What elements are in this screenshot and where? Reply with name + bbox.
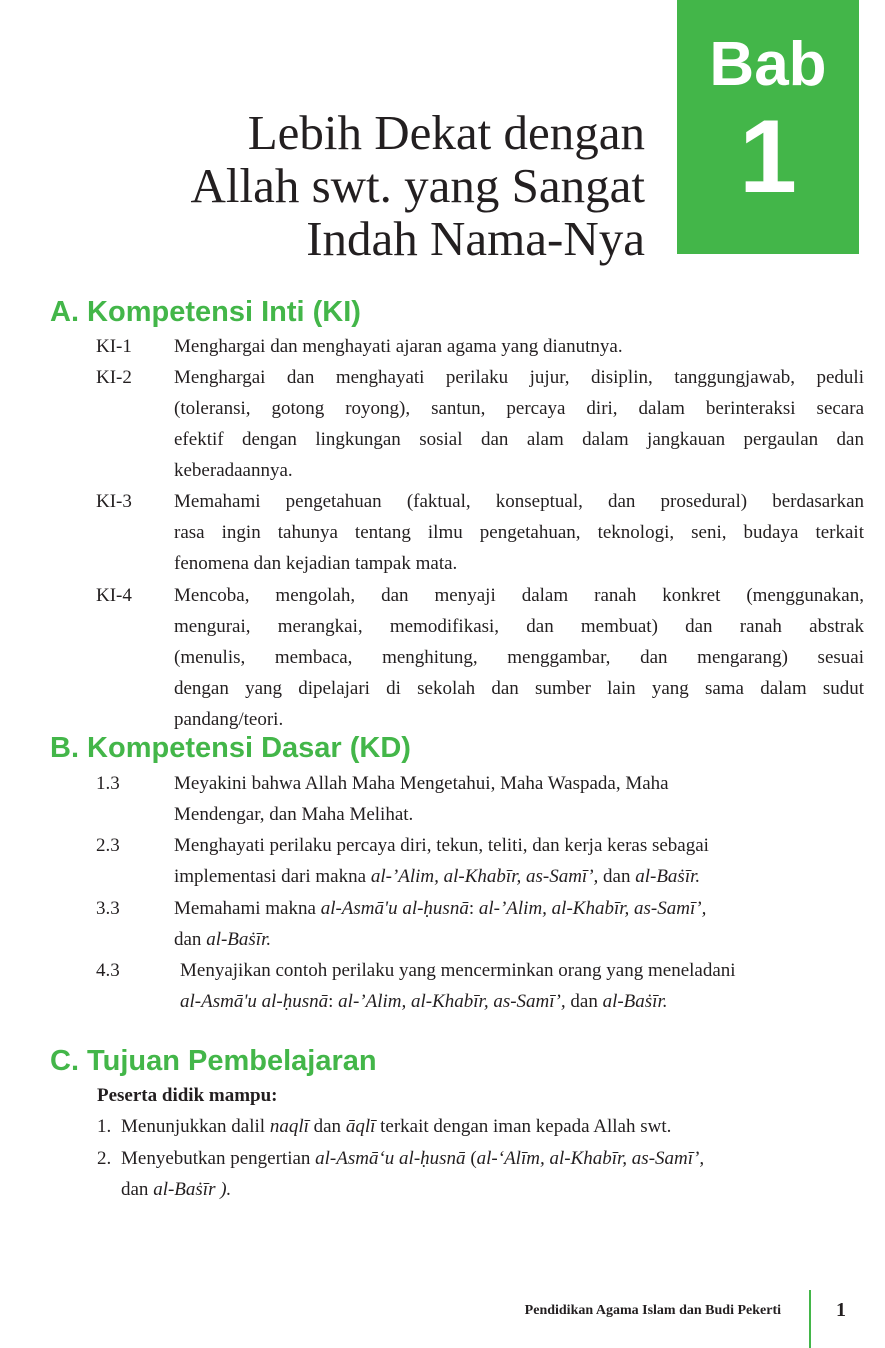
section-c-heading: C. Tujuan Pembelajaran [50,1045,377,1077]
kd-line: implementasi dari makna al-’Alim, al-Khabīr, as-Samī’, dan al-Baṡīr. [174,866,701,887]
ki-text [174,331,864,362]
objective-text: Menyebutkan pengertian al-Asmā‘u al-ḥusnā (al-‘Alīm, al-Khabīr, as-Samī’, [121,1148,705,1169]
ki-line: keberadaannya. [174,460,293,481]
ki-code: KI-2 [96,367,132,388]
chapter-number: 1 [739,99,797,215]
ki-code: KI-1 [96,336,132,357]
chapter-title-line: Allah swt. yang Sangat [190,158,645,213]
kd-line: Menyajikan contoh perilaku yang mencerminkan orang yang meneladani [180,960,736,981]
ki-line: Menghargai dan menghayati perilaku jujur, disiplin, tanggungjawab, peduli [174,367,864,388]
objective-text-continued: dan al-Baṡīr ). [121,1179,232,1200]
kd-text [180,955,870,1017]
kd-line: Memahami makna al-Asmā'u al-ḥusnā: al-’Alim, al-Khabīr, as-Samī’, [174,898,707,919]
ki-line: Mencoba, mengolah, dan menyaji dalam ranah konkret (menggunakan, [174,585,864,606]
section-a-heading: A. Kompetensi Inti (KI) [50,296,361,328]
ki-text [174,486,864,579]
kd-code: 1.3 [96,773,120,794]
kd-line: Mendengar, dan Maha Melihat. [174,804,414,825]
ki-line: pandang/teori. [174,709,284,730]
kd-line: al-Asmā'u al-ḥusnā: al-’Alim, al-Khabīr, as-Samī’, dan al-Baṡīr. [180,991,668,1012]
ki-code: KI-3 [96,491,132,512]
objective-number: 1. [97,1116,112,1137]
ki-code: KI-4 [96,585,132,606]
kd-text [174,893,864,955]
chapter-title-line: Indah Nama-Nya [306,211,645,266]
ki-line: (toleransi, gotong royong), santun, percaya diri, dalam berinteraksi secara [174,398,864,419]
ki-line: dengan yang dipelajari di sekolah dan sumber lain yang sama dalam sudut [174,678,864,699]
kd-code: 4.3 [96,960,120,981]
ki-line: mengurai, merangkai, memodifikasi, dan membuat) dan ranah abstrak [174,616,864,637]
ki-line: fenomena dan kejadian tampak mata. [174,553,458,574]
section-b-heading: B. Kompetensi Dasar (KD) [50,732,411,764]
ki-text [174,362,864,486]
kd-line: Meyakini bahwa Allah Maha Mengetahui, Maha Waspada, Maha [174,773,669,794]
kd-text [174,768,864,830]
chapter-title-line: Lebih Dekat dengan [247,105,645,160]
kd-code: 2.3 [96,835,120,856]
page-number: 1 [836,1299,846,1321]
objectives-intro: Peserta didik mampu: [97,1085,278,1106]
ki-line: (menulis, membaca, menghitung, menggambar, dan mengarang) sesuai [174,647,864,668]
ki-line: efektif dengan lingkungan sosial dan alam dalam jangkauan pergaulan dan [174,429,864,450]
chapter-badge [677,0,859,254]
ki-line: rasa ingin tahunya tentang ilmu pengetahuan, teknologi, seni, budaya terkait [174,522,864,543]
kd-line: Menghayati perilaku percaya diri, tekun, teliti, dan kerja keras sebagai [174,835,709,856]
chapter-label: Bab [709,30,827,99]
kd-text [174,830,864,892]
ki-line: Menghargai dan menghayati ajaran agama yang dianutnya. [174,336,623,357]
book-title: Pendidikan Agama Islam dan Budi Pekerti [524,1303,781,1318]
objective-text: Menunjukkan dalil naqlī dan āqlī terkait dengan iman kepada Allah swt. [121,1116,672,1137]
objective-number: 2. [97,1148,112,1169]
chapter-title [190,106,645,265]
footer-divider [809,1290,811,1348]
kd-code: 3.3 [96,898,120,919]
kd-line: dan al-Baṡīr. [174,929,272,950]
ki-line: Memahami pengetahuan (faktual, konseptual, dan prosedural) berdasarkan [174,491,864,512]
ki-text [174,580,864,735]
